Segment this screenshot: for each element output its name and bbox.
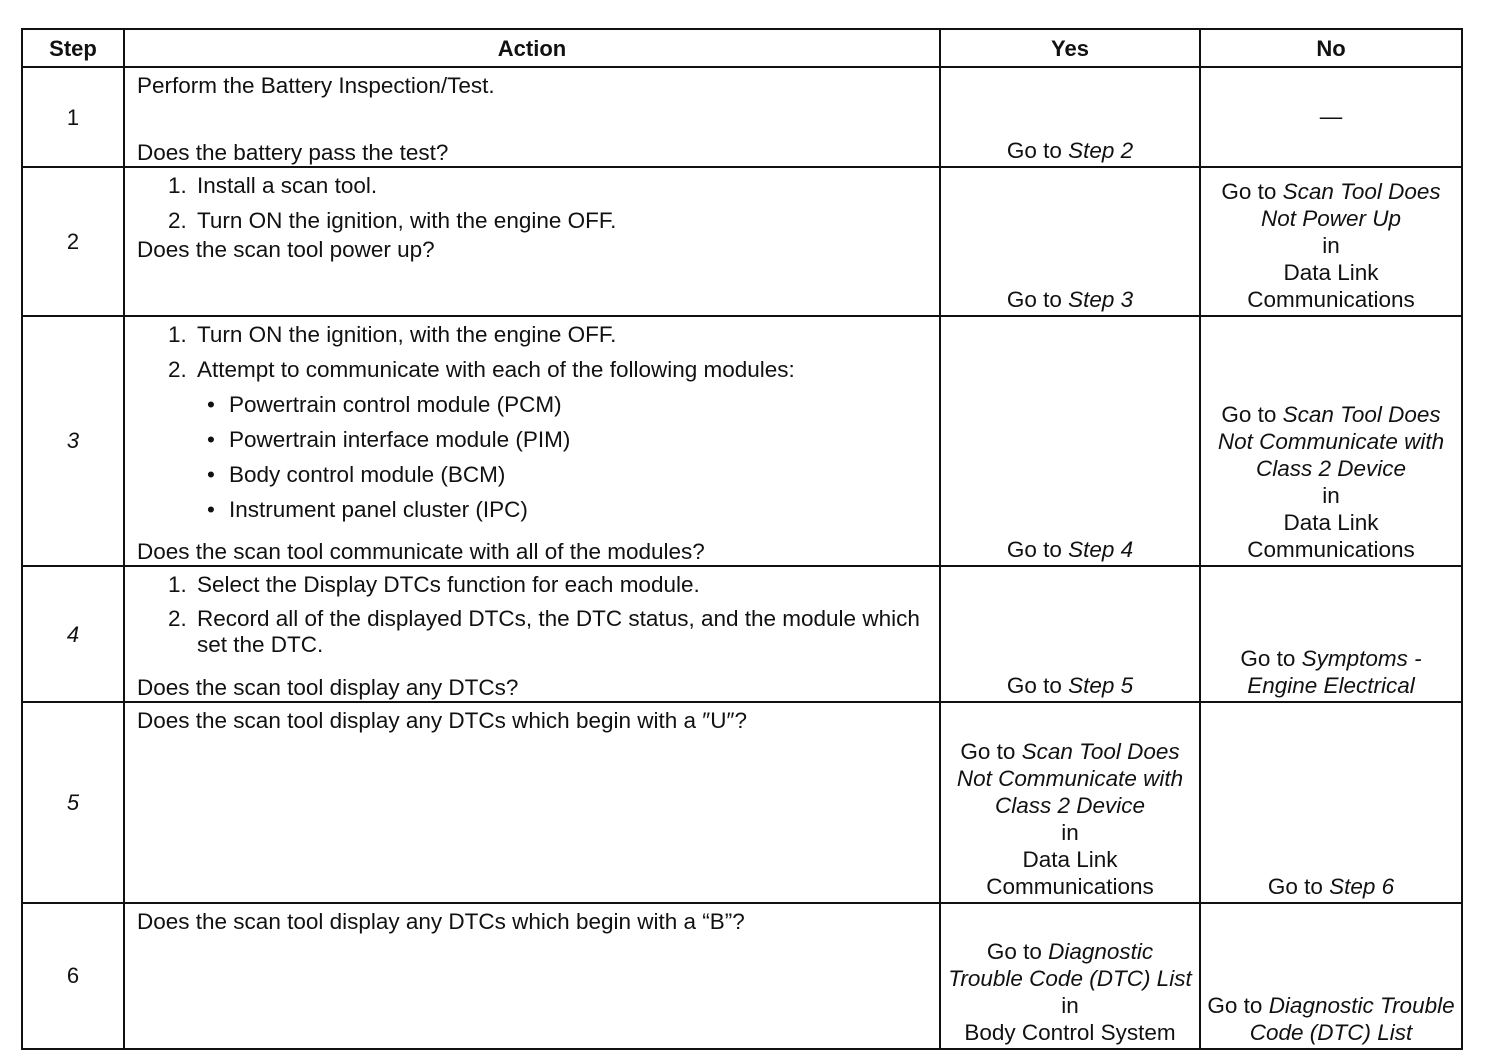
action-cell <box>124 67 940 167</box>
no-in: in <box>1322 483 1340 509</box>
table-row <box>22 566 1462 702</box>
yes-prefix: Go to <box>960 738 1016 764</box>
no-link[interactable]: Scan Tool Does Not Power Up <box>1260 178 1441 231</box>
no-link[interactable]: Step 6 <box>1329 873 1395 899</box>
no-section: Data Link Communications <box>1247 510 1415 563</box>
yes-in: in <box>1061 819 1079 845</box>
yes-cell <box>940 903 1200 1049</box>
yes-prefix: Go to <box>1006 138 1062 164</box>
yes-prefix: Go to <box>1006 673 1062 699</box>
action-item: 2. Attempt to communicate with each of the following modules: <box>193 356 929 383</box>
yes-link[interactable]: Step 2 <box>1068 138 1134 164</box>
no-in: in <box>1322 232 1340 258</box>
action-cell <box>124 903 940 1049</box>
module-item: • Instrument panel cluster (IPC) <box>229 496 929 523</box>
action-item: 2. Turn ON the ignition, with the engine OFF. <box>193 207 929 234</box>
action-item: 1. Select the Display DTCs function for each module. <box>193 571 929 598</box>
yes-prefix: Go to <box>986 939 1042 964</box>
action-cell <box>124 566 940 702</box>
action-cell <box>124 316 940 566</box>
table-row <box>22 316 1462 566</box>
step-number: 6 <box>22 903 124 1049</box>
yes-cell <box>940 67 1200 167</box>
no-prefix: Go to <box>1240 646 1296 672</box>
header-step: Step <box>22 29 124 67</box>
yes-prefix: Go to <box>1006 286 1062 312</box>
diagnostic-table <box>21 28 1463 1050</box>
no-prefix: Go to <box>1221 178 1277 204</box>
action-item: 1. Turn ON the ignition, with the engine OFF. <box>193 321 929 348</box>
step-number: 5 <box>22 702 124 902</box>
no-prefix: Go to <box>1221 402 1277 428</box>
action-line: Perform the Battery Inspection/Test. <box>137 73 495 99</box>
step-number: 2 <box>22 167 124 315</box>
yes-link[interactable]: Step 5 <box>1068 673 1134 699</box>
action-question: Does the scan tool display any DTCs which begin with a ″U″? <box>137 708 747 734</box>
action-question: Does the scan tool display any DTCs? <box>137 675 519 701</box>
action-cell <box>124 167 940 315</box>
yes-cell <box>940 702 1200 902</box>
no-prefix: Go to <box>1267 873 1323 899</box>
header-action: Action <box>124 29 940 67</box>
yes-link[interactable]: Scan Tool Does Not Communicate with Class 2 Device <box>956 738 1184 818</box>
action-question: Does the scan tool display any DTCs which begin with a “B”? <box>137 908 745 934</box>
header-yes: Yes <box>940 29 1200 67</box>
yes-cell <box>940 167 1200 315</box>
yes-cell <box>940 316 1200 566</box>
yes-link[interactable]: Step 3 <box>1068 286 1134 312</box>
no-cell <box>1200 167 1462 315</box>
step-number: 4 <box>22 566 124 702</box>
action-question: Does the scan tool power up? <box>137 237 435 263</box>
yes-prefix: Go to <box>1006 537 1062 563</box>
step-number: 3 <box>22 316 124 566</box>
no-text: — <box>1319 103 1343 129</box>
yes-section: Data Link Communications <box>986 846 1154 899</box>
yes-link[interactable]: Step 4 <box>1068 537 1134 563</box>
action-question: Does the battery pass the test? <box>137 140 449 166</box>
yes-cell <box>940 566 1200 702</box>
no-cell <box>1200 903 1462 1049</box>
no-prefix: Go to <box>1207 993 1263 1018</box>
table-header-row <box>22 29 1462 67</box>
no-cell <box>1200 316 1462 566</box>
table-row <box>22 702 1462 902</box>
module-item: • Powertrain control module (PCM) <box>229 391 929 418</box>
table-row <box>22 67 1462 167</box>
no-link[interactable]: Scan Tool Does Not Communicate with Class 2 Device <box>1217 402 1445 482</box>
no-cell <box>1200 566 1462 702</box>
yes-section: Body Control System <box>964 1020 1176 1045</box>
action-item: 2. Record all of the displayed DTCs, the DTC status, and the module which set the DTC. <box>193 606 929 658</box>
step-number: 1 <box>22 67 124 167</box>
table-row <box>22 903 1462 1049</box>
action-cell <box>124 702 940 902</box>
action-item: 1. Install a scan tool. <box>193 172 929 199</box>
no-cell <box>1200 702 1462 902</box>
module-item: • Body control module (BCM) <box>229 461 929 488</box>
yes-link[interactable]: Diagnostic Trouble Code (DTC) List <box>948 939 1192 991</box>
table-row <box>22 167 1462 315</box>
no-section: Data Link Communications <box>1247 259 1415 312</box>
no-cell <box>1200 67 1462 167</box>
no-link[interactable]: Diagnostic Trouble Code (DTC) List <box>1249 993 1455 1045</box>
no-link[interactable]: Symptoms - Engine Electrical <box>1247 646 1422 699</box>
action-question: Does the scan tool communicate with all of the modules? <box>137 539 705 565</box>
module-item: • Powertrain interface module (PIM) <box>229 426 929 453</box>
header-no: No <box>1200 29 1462 67</box>
yes-in: in <box>1061 993 1079 1018</box>
